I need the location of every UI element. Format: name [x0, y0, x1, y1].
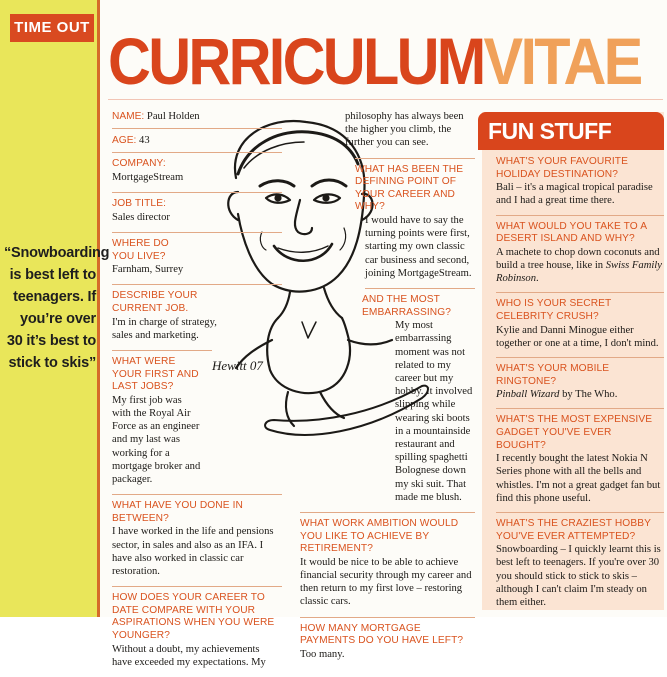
divider [112, 586, 282, 587]
company-value: MortgageStream [112, 172, 184, 183]
divider [365, 288, 475, 289]
answer-text: Farnham, Surrey [112, 264, 184, 276]
question-heading: WHAT WERE YOUR FIRST AND LAST JOBS? [112, 355, 199, 393]
question-heading: HOW MANY MORTGAGE PAYMENTS DO YOU HAVE LEFT? [300, 622, 464, 647]
answer-text: I would have to say the turning points were first, starting my own classic car business and second, joining MortgageStream. [365, 214, 472, 279]
fun-question: WHAT'S YOUR MOBILE RINGTONE? [496, 362, 610, 387]
question-heading: WHAT WORK AMBITION WOULD YOU LIKE TO ACHIEVE BY RETIREMENT? [300, 518, 459, 555]
divider [300, 617, 475, 618]
fun-stuff-list [496, 156, 664, 616]
divider [496, 215, 664, 216]
fun-answer: Pinball Wizard by The Who. [496, 389, 618, 401]
divider [112, 350, 212, 351]
question-heading: HOW DOES YOUR CAREER TO DATE COMPARE WITH YOUR ASPIRATIONS WHEN YOU WERE YOUNGER? [112, 592, 275, 641]
age-row [112, 134, 282, 147]
answer-text: It would be nice to be able to achieve financial security through my career and then return to my first love – restoring classic cars. [300, 556, 472, 608]
job-title-value: Sales director [112, 211, 170, 223]
divider [496, 292, 664, 293]
fun-question: WHAT'S THE CRAZIEST HOBBY YOU'VE EVER ATTEMPTED? [496, 517, 651, 542]
fun-answer: I recently bought the latest Nokia N Series phone with all the bells and whistles. I'm not a great gadget fan but find this phone useful. [496, 453, 661, 504]
fun-question: WHAT'S YOUR FAVOURITE HOLIDAY DESTINATION? [496, 156, 628, 180]
age-label: AGE: [112, 135, 137, 147]
question-heading: WHERE DO YOU LIVE? [112, 238, 169, 262]
divider [112, 128, 282, 129]
divider [496, 357, 664, 358]
fun-stuff-panel [482, 112, 664, 610]
fun-answer: A machete to chop down coconuts and build a tree house, like in Swiss Family Robinson. [496, 246, 662, 285]
pull-quote: “Snowboarding is best left to teenagers. If you’re over 30 it’s best to stick to skis” [4, 245, 110, 371]
divider [112, 152, 282, 153]
section-tag: TIME OUT [10, 14, 94, 42]
answer-text: I'm in charge of strategy, sales and marketing. [112, 316, 217, 341]
fun-question: WHAT'S THE MOST EXPENSIVE GADGET YOU'VE EVER BOUGHT? [496, 414, 653, 451]
name-label: NAME: [112, 111, 145, 122]
answer-text: philosophy has always been the higher you climb, the further you can see. [345, 111, 464, 149]
question-heading: WHAT HAS BEEN THE DEFINING POINT OF YOUR CAREER AND WHY? [355, 163, 464, 213]
answer-text: My first job was with the Royal Air Force as an engineer and my last was working for a mortgage broker and packager. [112, 394, 201, 485]
divider [496, 512, 664, 513]
company-label: COMPANY: [112, 158, 166, 170]
divider [112, 494, 282, 495]
fun-answer: Snowboarding – I quickly learnt this is best left to teenagers. If you're over 30 you should stick to stick to skis – although I can't claim I'm steady on them either. [496, 544, 661, 608]
question-heading: WHAT HAVE YOU DONE IN BETWEEN? [112, 500, 243, 524]
fun-answer: Bali – it's a magical tropical paradise and I had a great time there. [496, 182, 653, 207]
page-title [108, 26, 641, 96]
fun-question: WHO IS YOUR SECRET CELEBRITY CRUSH? [496, 298, 612, 322]
title-part-2: VITAE [483, 24, 641, 98]
divider [300, 512, 475, 513]
artist-signature: Hewitt 07 [212, 358, 263, 373]
job-title-label: JOB TITLE: [112, 198, 167, 210]
interview-column-2 [300, 110, 475, 669]
answer-text: I have worked in the life and pensions sector, in sales and also as an IFA. I have also worked in classic car restoration. [112, 526, 274, 577]
age-value: 43 [139, 135, 150, 147]
answer-text: My most embarrassing moment was not related to my career but my hobby. It involved slipping while wearing ski boots in a mountainside restaurant and spilling spaghetti Bolognese down my ski suit. That made me blush. [395, 320, 473, 503]
divider [496, 408, 664, 409]
divider [112, 232, 282, 233]
answer-text: Without a doubt, my achievements have exceeded my expectations. My [112, 643, 266, 668]
answer-text: Too many. [300, 648, 345, 660]
name-value: Paul Holden [146, 111, 200, 122]
divider [112, 192, 282, 193]
name-row [112, 110, 282, 123]
question-heading: DESCRIBE YOUR CURRENT JOB. [112, 290, 198, 314]
fun-answer: Kylie and Danni Minogue either together or one at a time, I don't mind. [496, 324, 659, 349]
title-divider [108, 99, 663, 100]
divider [112, 284, 282, 285]
interview-column-1 [112, 110, 282, 677]
divider [355, 158, 475, 159]
fun-question: WHAT WOULD YOU TAKE TO A DESERT ISLAND AND WHY? [496, 220, 647, 245]
fun-stuff-heading: FUN STUFF [478, 112, 664, 150]
side-band [0, 0, 110, 617]
title-part-1: CURRICULUM [108, 24, 484, 98]
question-heading: AND THE MOST EMBARRASSING? [362, 294, 452, 318]
